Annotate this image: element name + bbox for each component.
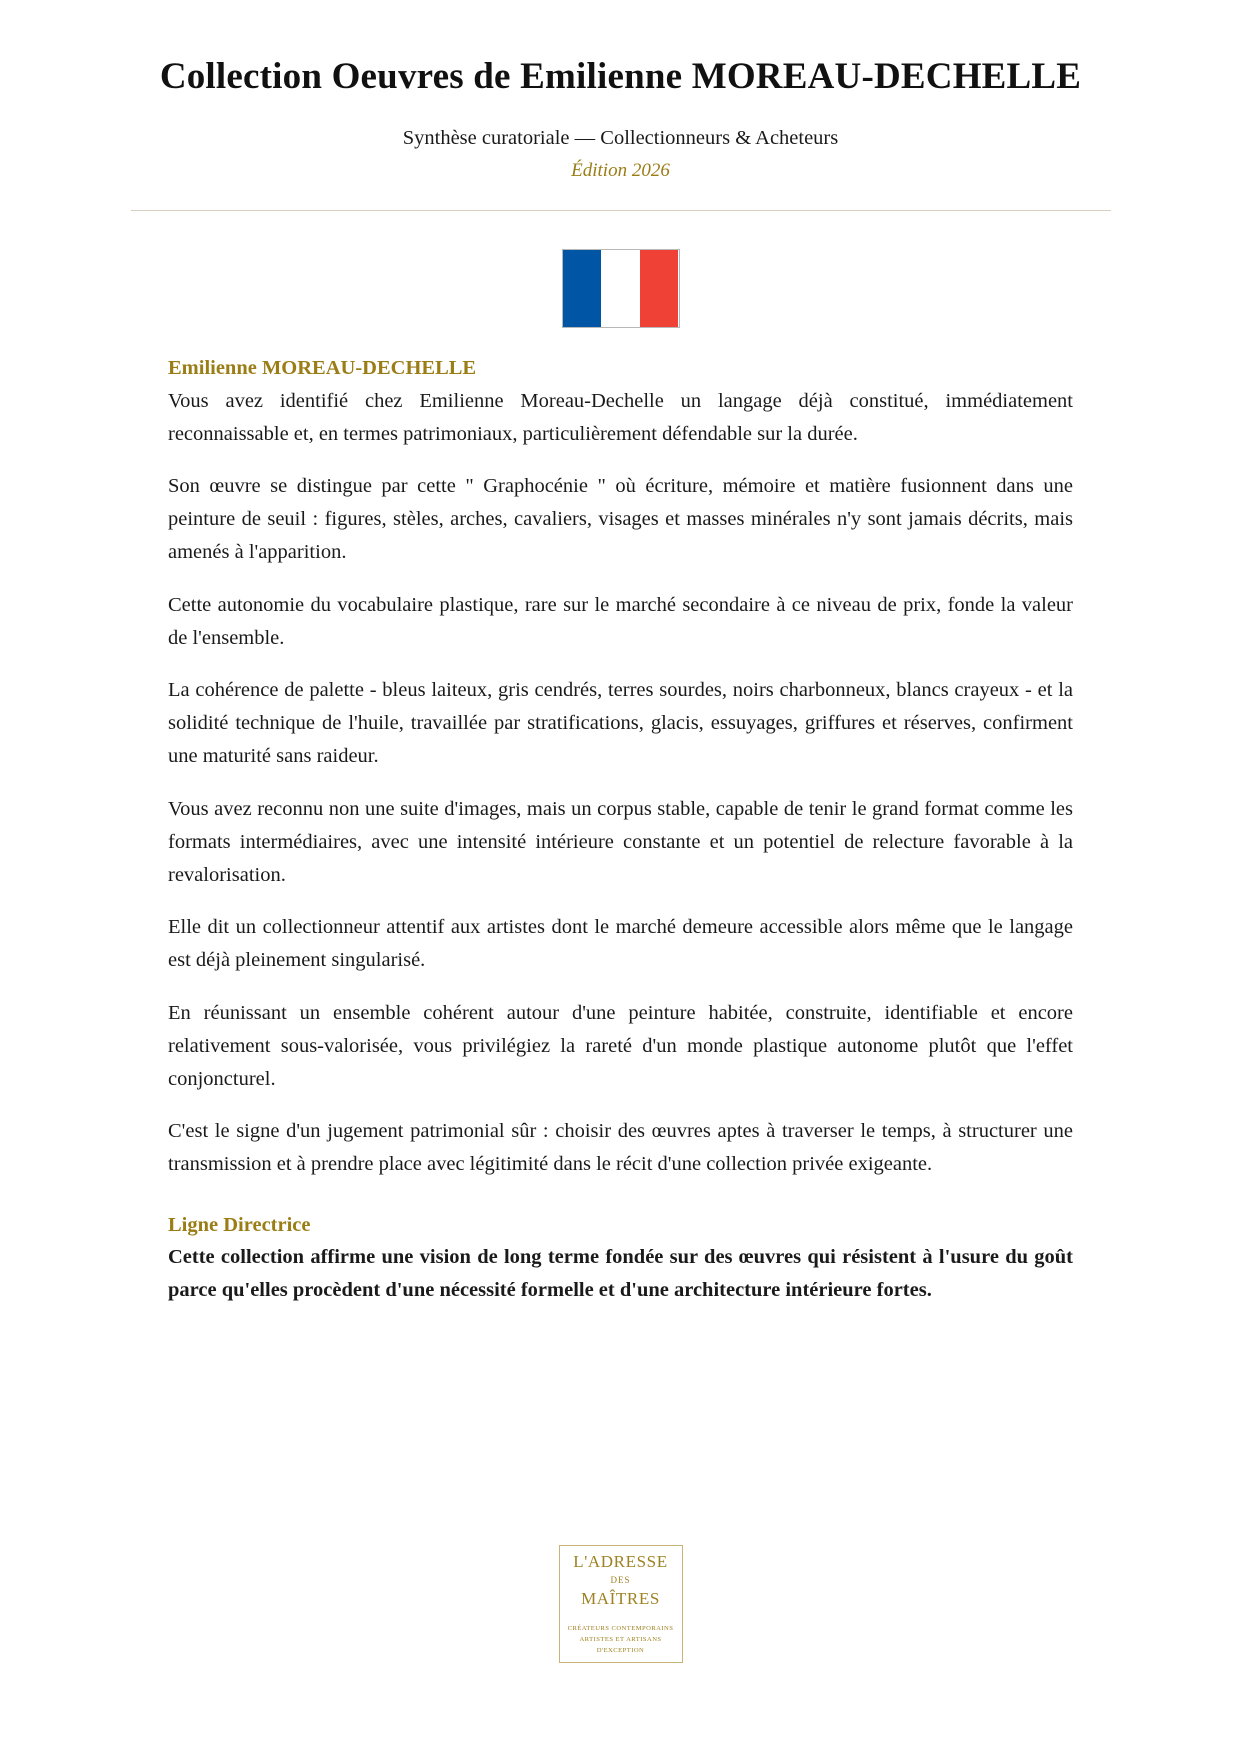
document-header [0,0,1241,211]
artist-paragraph: Vous avez identifié chez Emilienne Moreau-Dechelle un langage déjà constitué, immédiatement reconnaissable et, en termes patrimoniaux, particulièrement défendable sur la durée. [168,389,1073,445]
adresse-des-maitres-logo [559,1545,683,1663]
logo-tagline-line2: ARTISTES ET ARTISANS [579,1635,662,1643]
france-flag-icon [562,249,680,328]
header-divider [131,210,1111,211]
artist-paragraph: Son œuvre se distingue par cette " Graphocénie " où écriture, mémoire et matière fusionnent dans une peinture de seuil : figures, stèles, arches, cavaliers, visages et masses minérales n'y sont jamais décrits, mais amenés à l'apparition. [168,474,1073,564]
artist-section-heading: Emilienne MOREAU-DECHELLE [168,356,477,379]
document-subtitle: Synthèse curatoriale — Collectionneurs & Acheteurs [402,126,839,149]
artist-paragraph: En réunissant un ensemble cohérent autour d'une peinture habitée, construite, identifiable et encore relativement sous-valorisée, vous privilégiez la rareté d'un monde plastique autonome plutôt que l'effet conjoncturel. [168,1001,1073,1090]
artist-paragraph: La cohérence de palette - bleus laiteux, gris cendrés, terres sourdes, noirs charbonneux, blancs crayeux - et la solidité technique de l'huile, travaillée par stratifications, glacis, essuyages, griffures et réserves, confirment une maturité sans raideur. [168,678,1073,768]
document-content [168,328,1073,1308]
logo-line-maitres: MAÎTRES [581,1588,660,1608]
artist-paragraph: C'est le signe d'un jugement patrimonial sûr : choisir des œuvres aptes à traverser le temps, à structurer une transmission et à prendre place avec légitimité dans le récit d'une collection privée exigeante. [168,1120,1073,1176]
guideline-section [168,1212,1073,1308]
flag-band-blue [563,250,602,327]
flag-container [0,249,1241,328]
logo-tagline-line3: D'EXCEPTION [596,1646,645,1654]
flag-band-white [601,250,640,327]
flag-band-red [640,250,679,327]
artist-paragraph: Vous avez reconnu non une suite d'images, mais un corpus stable, capable de tenir le grand format comme les formats intermédiaires, avec une intensité intérieure constante et un potentiel de relecture favorable à la revalorisation. [168,797,1073,886]
artist-paragraph: Elle dit un collectionneur attentif aux artistes dont le marché demeure accessible alors même que le langage est déjà pleinement singularisé. [168,916,1073,972]
logo-tagline-line1: CRÉATEURS CONTEMPORAINS [567,1625,674,1633]
artist-section [168,355,1073,1182]
document-footer [0,1454,1241,1754]
guideline-paragraph: Cette collection affirme une vision de long terme fondée sur des œuvres qui résistent à l'usure du goût parce qu'elles procèdent d'une nécessité formelle et d'une architecture intérieure fortes. [168,1246,1073,1302]
artist-paragraph: Cette autonomie du vocabulaire plastique, rare sur le marché secondaire à ce niveau de prix, fonde la valeur de l'ensemble. [168,593,1073,649]
logo-line-adresse: L'ADRESSE [573,1551,668,1571]
document-edition: Édition 2026 [571,160,670,182]
page-title: Collection Oeuvres de Emilienne MOREAU-DECHELLE [159,56,1082,97]
logo-line-des: DES [610,1575,631,1586]
guideline-section-heading: Ligne Directrice [168,1213,311,1236]
